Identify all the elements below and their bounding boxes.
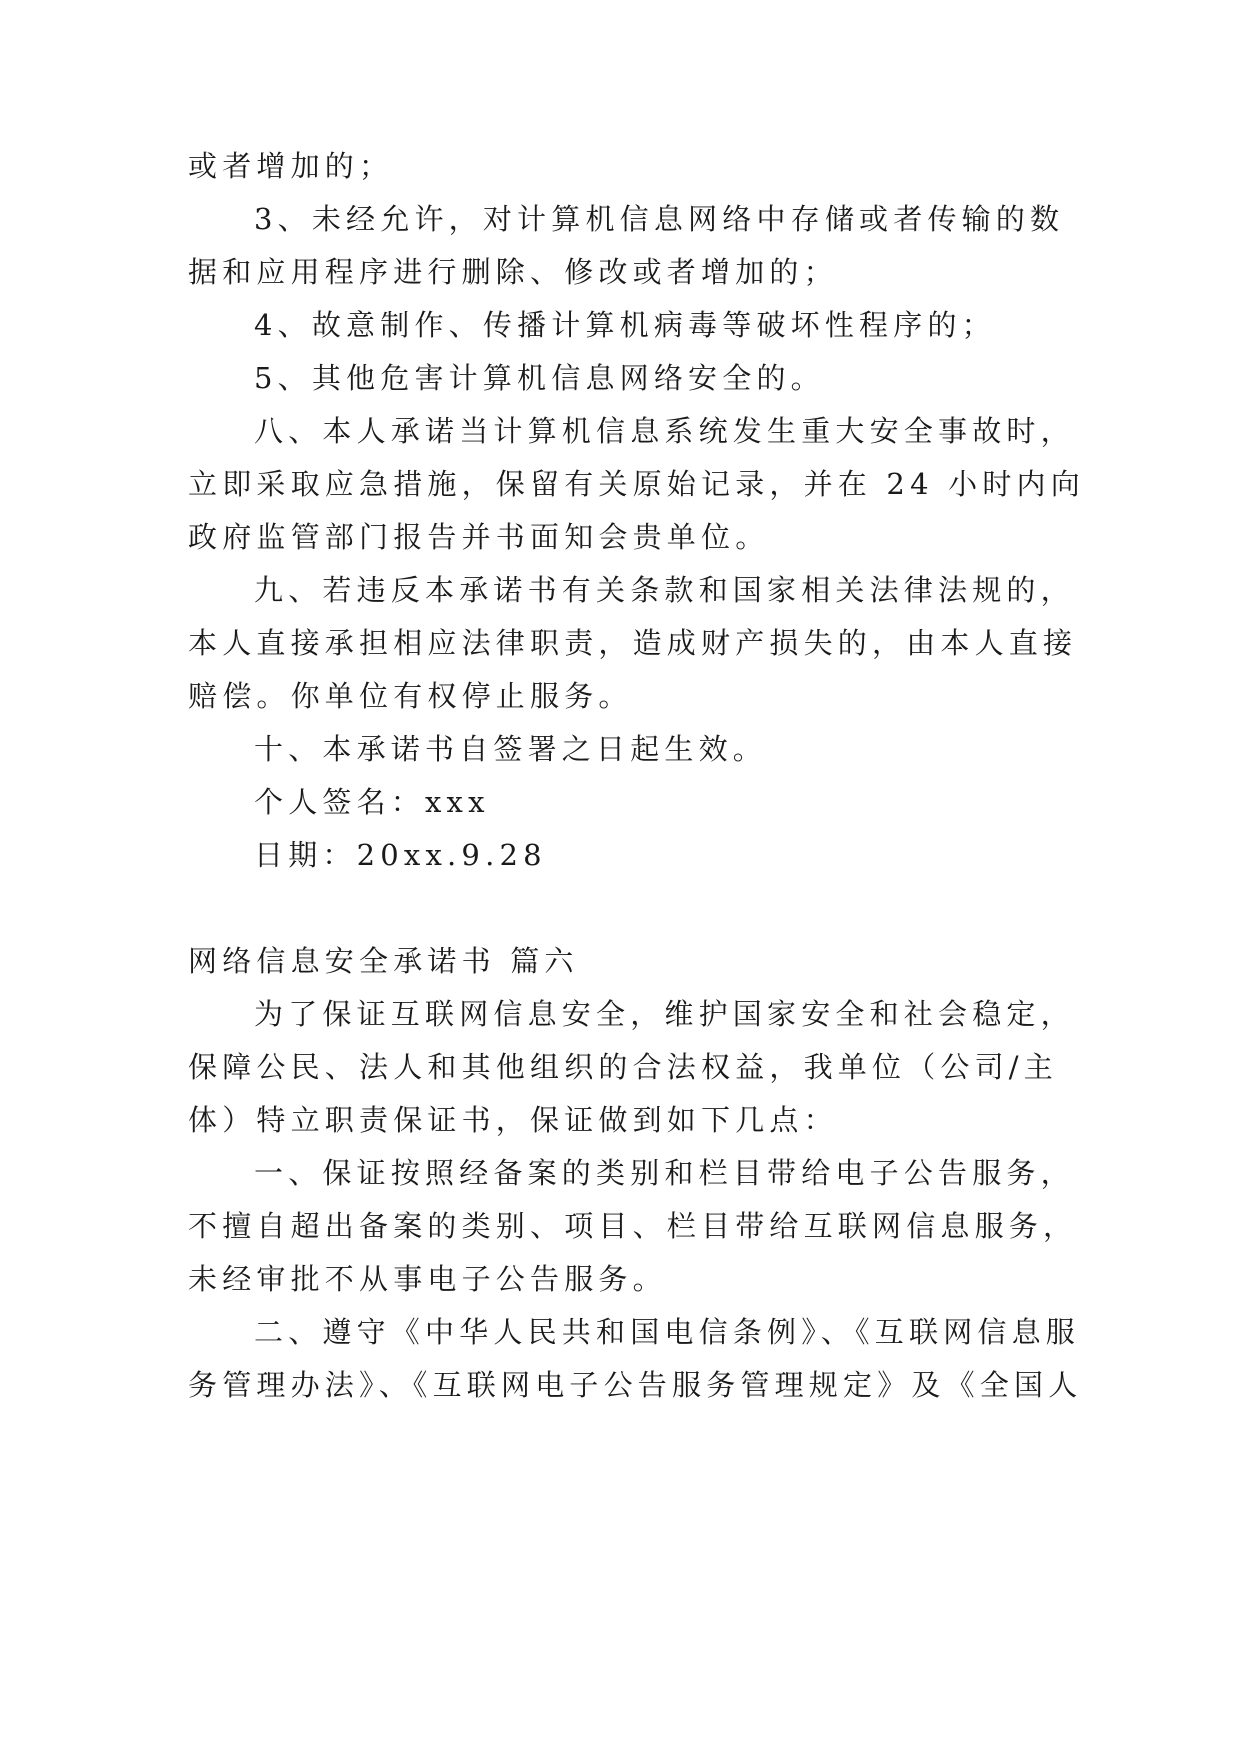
clause-two: 二、遵守《中华人民共和国电信条例》、《互联网信息服 bbox=[254, 1315, 1081, 1349]
paragraph-line: 立即采取应急措施，保留有关原始记录，并在 24 小时内向 bbox=[188, 467, 1085, 501]
paragraph-line: 不擅自超出备案的类别、项目、栏目带给互联网信息服务， bbox=[188, 1209, 1078, 1243]
intro-paragraph: 为了保证互联网信息安全，维护国家安全和社会稳定， bbox=[254, 997, 1075, 1031]
paragraph-line: 务管理办法》、《互联网电子公告服务管理规定》及《全国人 bbox=[188, 1368, 1083, 1402]
paragraph-line: 据和应用程序进行删除、修改或者增加的； bbox=[188, 255, 838, 289]
clause-eight: 八、本人承诺当计算机信息系统发生重大安全事故时， bbox=[254, 414, 1075, 448]
paragraph-line: 政府监管部门报告并书面知会贵单位。 bbox=[188, 520, 770, 554]
list-item-3: 3、未经允许，对计算机信息网络中存储或者传输的数 bbox=[254, 202, 1065, 236]
paragraph-line: 体）特立职责保证书，保证做到如下几点： bbox=[188, 1103, 838, 1137]
paragraph-line: 未经审批不从事电子公告服务。 bbox=[188, 1262, 667, 1296]
clause-one: 一、保证按照经备案的类别和栏目带给电子公告服务， bbox=[254, 1156, 1075, 1190]
paragraph-line: 赔偿。你单位有权停止服务。 bbox=[188, 679, 633, 713]
paragraph-line: 本人直接承担相应法律职责，造成财产损失的，由本人直接 bbox=[188, 626, 1078, 660]
clause-ten: 十、本承诺书自签署之日起生效。 bbox=[254, 732, 768, 766]
paragraph-line: 或者增加的； bbox=[188, 149, 394, 183]
paragraph-line: 保障公民、法人和其他组织的合法权益，我单位（公司/主 bbox=[188, 1050, 1058, 1084]
date-line: 日期：20xx.9.28 bbox=[254, 838, 547, 872]
list-item-4: 4、故意制作、传播计算机病毒等破坏性程序的； bbox=[254, 308, 996, 342]
clause-nine: 九、若违反本承诺书有关条款和国家相关法律法规的， bbox=[254, 573, 1075, 607]
signature-line: 个人签名：xxx bbox=[254, 785, 490, 819]
list-item-5: 5、其他危害计算机信息网络安全的。 bbox=[254, 361, 825, 395]
section-heading: 网络信息安全承诺书 篇六 bbox=[188, 944, 579, 978]
